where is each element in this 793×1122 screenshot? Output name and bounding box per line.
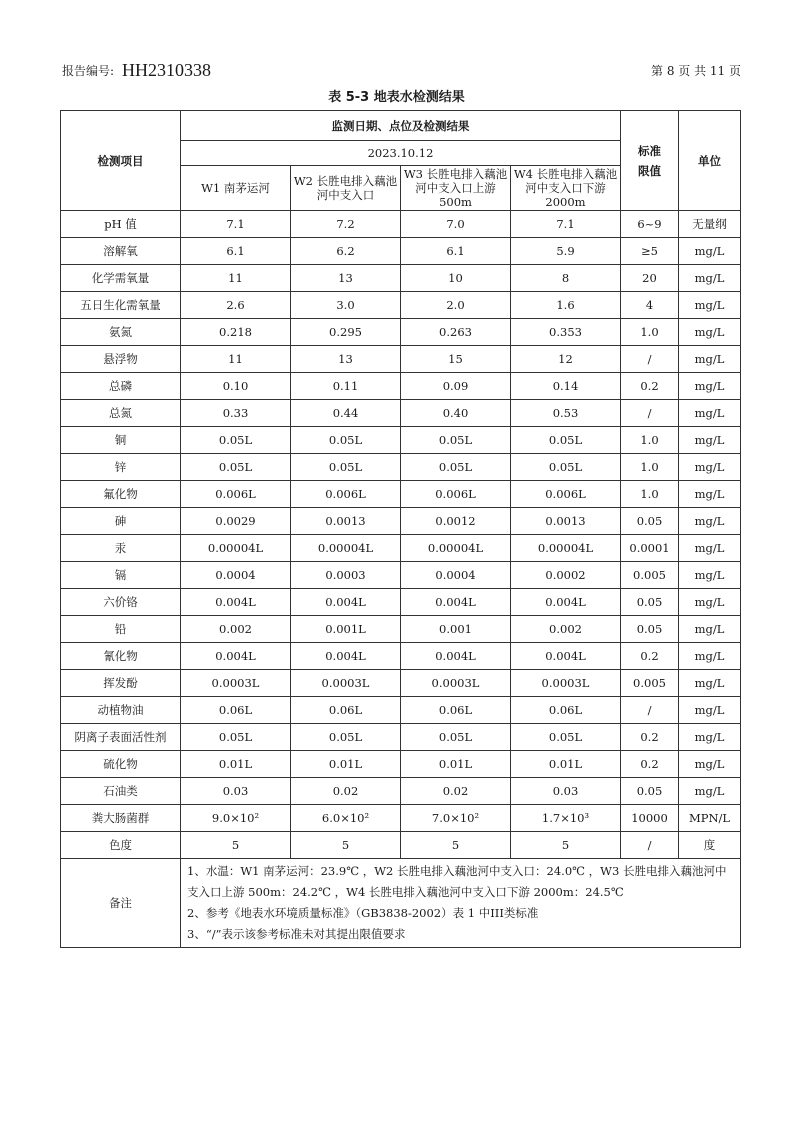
standard-cell: 1.0 [621, 427, 679, 454]
item-cell: 氰化物 [61, 643, 181, 670]
value-cell: 0.00004L [291, 535, 401, 562]
value-cell: 8 [511, 265, 621, 292]
table-row [61, 724, 741, 751]
item-cell: 色度 [61, 832, 181, 859]
item-header: 检测项目 [61, 111, 181, 211]
value-cell: 11 [181, 346, 291, 373]
value-cell: 0.05L [401, 724, 511, 751]
value-cell: 0.002 [511, 616, 621, 643]
standard-cell: / [621, 400, 679, 427]
table-row [61, 832, 741, 859]
item-cell: 氟化物 [61, 481, 181, 508]
value-cell: 10 [401, 265, 511, 292]
value-cell: 0.001L [291, 616, 401, 643]
unit-cell: mg/L [679, 319, 741, 346]
standard-cell: / [621, 346, 679, 373]
value-cell: 0.0003L [291, 670, 401, 697]
unit-cell: mg/L [679, 670, 741, 697]
item-cell: 挥发酚 [61, 670, 181, 697]
value-cell: 0.05L [401, 427, 511, 454]
unit-cell: mg/L [679, 778, 741, 805]
value-cell: 9.0×10² [181, 805, 291, 832]
page-info: 第 8 页 共 11 页 [651, 64, 741, 78]
item-cell: 六价铬 [61, 589, 181, 616]
standard-cell: / [621, 832, 679, 859]
standard-cell: 0.2 [621, 751, 679, 778]
value-cell: 0.0003L [181, 670, 291, 697]
table-row [61, 643, 741, 670]
value-cell: 0.006L [181, 481, 291, 508]
standard-cell: 0.0001 [621, 535, 679, 562]
value-cell: 6.0×10² [291, 805, 401, 832]
value-cell: 12 [511, 346, 621, 373]
unit-cell: mg/L [679, 265, 741, 292]
results-table [60, 110, 741, 948]
value-cell: 7.0 [401, 211, 511, 238]
unit-cell: mg/L [679, 292, 741, 319]
unit-cell: mg/L [679, 643, 741, 670]
unit-cell: mg/L [679, 508, 741, 535]
value-cell: 0.004L [401, 643, 511, 670]
standard-cell: 0.005 [621, 670, 679, 697]
item-cell: 粪大肠菌群 [61, 805, 181, 832]
value-cell: 13 [291, 346, 401, 373]
item-cell: 硫化物 [61, 751, 181, 778]
note-line: 1、水温：W1 南茅运河：23.9℃ ，W2 长胜电排入藕池河中支入口：24.0℃ ，W3 长胜电排入藕池河中支入口上游 500m：24.2℃ ，W4 长胜电排入藕池河中支入口下游 2000m：24.5℃ [187, 864, 727, 899]
standard-header: 标准 限值 [621, 111, 679, 211]
table-row [61, 805, 741, 832]
value-cell: 0.00004L [511, 535, 621, 562]
table-row [61, 751, 741, 778]
standard-cell: 0.2 [621, 643, 679, 670]
value-cell: 0.01L [511, 751, 621, 778]
value-cell: 3.0 [291, 292, 401, 319]
value-cell: 0.05L [181, 454, 291, 481]
table-row [61, 481, 741, 508]
report-number-label: 报告编号: [62, 64, 115, 78]
value-cell: 6.1 [181, 238, 291, 265]
table-row [61, 238, 741, 265]
unit-cell: mg/L [679, 400, 741, 427]
value-cell: 0.01L [181, 751, 291, 778]
value-cell: 0.05L [291, 427, 401, 454]
item-cell: 砷 [61, 508, 181, 535]
table-row [61, 346, 741, 373]
value-cell: 0.02 [401, 778, 511, 805]
value-cell: 11 [181, 265, 291, 292]
value-cell: 0.0013 [291, 508, 401, 535]
notes-cell [181, 859, 741, 948]
unit-cell: mg/L [679, 454, 741, 481]
value-cell: 5 [291, 832, 401, 859]
value-cell: 0.004L [511, 643, 621, 670]
standard-cell: 4 [621, 292, 679, 319]
unit-cell: 无量纲 [679, 211, 741, 238]
table-row [61, 670, 741, 697]
value-cell: 0.33 [181, 400, 291, 427]
value-cell: 0.01L [291, 751, 401, 778]
table-row [61, 454, 741, 481]
value-cell: 0.05L [291, 454, 401, 481]
table-row [61, 265, 741, 292]
table-row [61, 427, 741, 454]
value-cell: 0.03 [511, 778, 621, 805]
standard-cell: 6~9 [621, 211, 679, 238]
standard-cell: 0.005 [621, 562, 679, 589]
value-cell: 0.53 [511, 400, 621, 427]
value-cell: 0.0029 [181, 508, 291, 535]
value-cell: 0.14 [511, 373, 621, 400]
item-cell: 动植物油 [61, 697, 181, 724]
site-header: W4 长胜电排入藕池河中支入口下游 2000m [511, 166, 621, 211]
value-cell: 5 [401, 832, 511, 859]
report-number: HH2310338 [122, 60, 211, 80]
value-cell: 0.01L [401, 751, 511, 778]
value-cell: 0.05L [511, 454, 621, 481]
value-cell: 6.2 [291, 238, 401, 265]
unit-cell: mg/L [679, 238, 741, 265]
table-row [61, 562, 741, 589]
value-cell: 0.03 [181, 778, 291, 805]
value-cell: 6.1 [401, 238, 511, 265]
value-cell: 0.09 [401, 373, 511, 400]
value-cell: 0.06L [181, 697, 291, 724]
standard-cell: 20 [621, 265, 679, 292]
table-row [61, 211, 741, 238]
standard-cell: 1.0 [621, 319, 679, 346]
standard-cell: 0.05 [621, 508, 679, 535]
value-cell: 0.05L [181, 724, 291, 751]
standard-cell: 0.2 [621, 724, 679, 751]
standard-cell: 10000 [621, 805, 679, 832]
value-cell: 0.004L [401, 589, 511, 616]
item-cell: 石油类 [61, 778, 181, 805]
table-row [61, 319, 741, 346]
value-cell: 7.0×10² [401, 805, 511, 832]
standard-cell: 0.2 [621, 373, 679, 400]
value-cell: 0.263 [401, 319, 511, 346]
value-cell: 0.0012 [401, 508, 511, 535]
value-cell: 0.0004 [181, 562, 291, 589]
value-cell: 0.06L [511, 697, 621, 724]
unit-cell: mg/L [679, 589, 741, 616]
unit-header: 单位 [679, 111, 741, 211]
unit-cell: 度 [679, 832, 741, 859]
site-header: W3 长胜电排入藕池河中支入口上游 500m [401, 166, 511, 211]
value-cell: 0.0003L [401, 670, 511, 697]
item-cell: 氨氮 [61, 319, 181, 346]
value-cell: 0.0003 [291, 562, 401, 589]
value-cell: 0.218 [181, 319, 291, 346]
standard-cell: 0.05 [621, 778, 679, 805]
value-cell: 0.00004L [401, 535, 511, 562]
value-cell: 2.6 [181, 292, 291, 319]
value-cell: 0.06L [401, 697, 511, 724]
item-cell: 镉 [61, 562, 181, 589]
value-cell: 0.295 [291, 319, 401, 346]
item-cell: 汞 [61, 535, 181, 562]
item-cell: 锌 [61, 454, 181, 481]
item-cell: 总磷 [61, 373, 181, 400]
standard-cell: 0.05 [621, 616, 679, 643]
unit-cell: mg/L [679, 346, 741, 373]
value-cell: 0.00004L [181, 535, 291, 562]
table-row [61, 292, 741, 319]
unit-cell: MPN/L [679, 805, 741, 832]
value-cell: 7.2 [291, 211, 401, 238]
unit-cell: mg/L [679, 616, 741, 643]
standard-cell: 0.05 [621, 589, 679, 616]
value-cell: 0.0013 [511, 508, 621, 535]
unit-cell: mg/L [679, 427, 741, 454]
unit-cell: mg/L [679, 535, 741, 562]
table-row [61, 616, 741, 643]
table-row [61, 535, 741, 562]
table-title: 表 5-3 地表水检测结果 [328, 90, 465, 105]
site-header: W2 长胜电排入藕池河中支入口 [291, 166, 401, 211]
value-cell: 0.0003L [511, 670, 621, 697]
value-cell: 15 [401, 346, 511, 373]
standard-cell: 1.0 [621, 481, 679, 508]
value-cell: 0.353 [511, 319, 621, 346]
value-cell: 0.006L [291, 481, 401, 508]
table-row [61, 373, 741, 400]
value-cell: 1.6 [511, 292, 621, 319]
standard-cell: ≥5 [621, 238, 679, 265]
table-row [61, 778, 741, 805]
value-cell: 0.002 [181, 616, 291, 643]
page-header [62, 57, 741, 81]
notes-label: 备注 [61, 859, 181, 948]
unit-cell: mg/L [679, 562, 741, 589]
item-cell: 铜 [61, 427, 181, 454]
value-cell: 7.1 [511, 211, 621, 238]
date-header: 2023.10.12 [181, 141, 621, 166]
value-cell: 0.004L [181, 643, 291, 670]
value-cell: 0.05L [401, 454, 511, 481]
value-cell: 0.05L [291, 724, 401, 751]
value-cell: 0.44 [291, 400, 401, 427]
value-cell: 0.06L [291, 697, 401, 724]
value-cell: 0.001 [401, 616, 511, 643]
table-row [61, 508, 741, 535]
value-cell: 0.004L [291, 643, 401, 670]
note-line: 3、“/”表示该参考标准未对其提出限值要求 [187, 927, 406, 941]
item-cell: 五日生化需氧量 [61, 292, 181, 319]
site-header: W1 南茅运河 [181, 166, 291, 211]
value-cell: 0.0002 [511, 562, 621, 589]
value-cell: 0.004L [291, 589, 401, 616]
unit-cell: mg/L [679, 697, 741, 724]
item-cell: 总氮 [61, 400, 181, 427]
value-cell: 0.02 [291, 778, 401, 805]
value-cell: 0.004L [511, 589, 621, 616]
unit-cell: mg/L [679, 481, 741, 508]
value-cell: 0.40 [401, 400, 511, 427]
note-line: 2、参考《地表水环境质量标准》（GB3838-2002）表 1 中III类标准 [187, 906, 539, 920]
value-cell: 5 [181, 832, 291, 859]
unit-cell: mg/L [679, 724, 741, 751]
value-cell: 0.05L [511, 427, 621, 454]
value-cell: 0.05L [181, 427, 291, 454]
value-cell: 0.10 [181, 373, 291, 400]
standard-cell: 1.0 [621, 454, 679, 481]
value-cell: 7.1 [181, 211, 291, 238]
item-cell: 悬浮物 [61, 346, 181, 373]
item-cell: 化学需氧量 [61, 265, 181, 292]
value-cell: 0.0004 [401, 562, 511, 589]
group-header: 监测日期、点位及检测结果 [181, 111, 621, 141]
table-row [61, 697, 741, 724]
unit-cell: mg/L [679, 751, 741, 778]
value-cell: 5.9 [511, 238, 621, 265]
value-cell: 2.0 [401, 292, 511, 319]
item-cell: 铅 [61, 616, 181, 643]
item-cell: 阴离子表面活性剂 [61, 724, 181, 751]
value-cell: 0.004L [181, 589, 291, 616]
value-cell: 1.7×10³ [511, 805, 621, 832]
value-cell: 0.05L [511, 724, 621, 751]
value-cell: 0.006L [401, 481, 511, 508]
value-cell: 5 [511, 832, 621, 859]
table-row [61, 400, 741, 427]
item-cell: 溶解氧 [61, 238, 181, 265]
value-cell: 13 [291, 265, 401, 292]
value-cell: 0.006L [511, 481, 621, 508]
value-cell: 0.11 [291, 373, 401, 400]
standard-cell: / [621, 697, 679, 724]
item-cell: pH 值 [61, 211, 181, 238]
table-row [61, 589, 741, 616]
unit-cell: mg/L [679, 373, 741, 400]
